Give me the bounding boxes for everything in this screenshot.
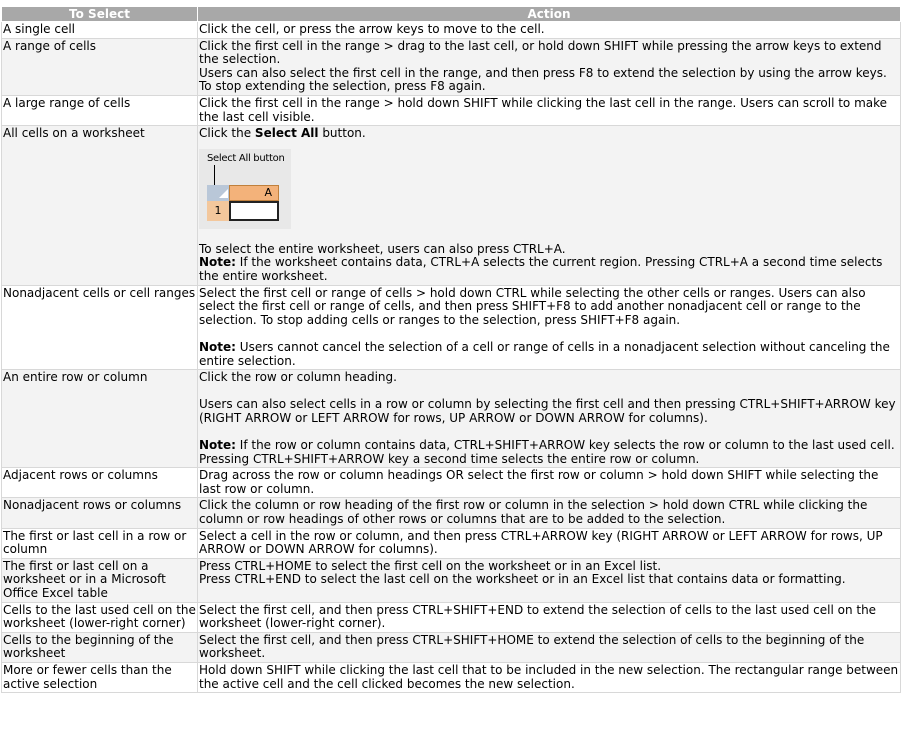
table-row — [2, 528, 901, 558]
table-row — [2, 558, 901, 602]
to-select-cell: The first or last cell on a worksheet or in a Microsoft Office Excel table — [2, 558, 198, 602]
table-row — [2, 662, 901, 692]
to-select-cell: Adjacent rows or columns — [2, 468, 198, 498]
action-text: Drag across the row or column headings OR select the first row or column > hold down SHIFT while selecting the last row or column. — [199, 468, 879, 496]
action-text: Select the first cell, and then press CTRL+SHIFT+HOME to extend the selection of cells to the beginning of the worksheet. — [199, 632, 865, 661]
action-text-part: button. — [318, 126, 366, 141]
note-text: Users cannot cancel the selection of a cell or range of cells in a nonadjacent selection without canceling the entire selection. — [199, 339, 890, 368]
note-text: If the row or column contains data, CTRL+SHIFT+ARROW key selects the row or column to the last used cell. Pressing CTRL+SHIFT+ARROW key a second time selects the entire row or column. — [199, 438, 895, 466]
action-cell — [198, 95, 901, 125]
to-select-cell: A single cell — [2, 22, 198, 39]
to-select-cell: Cells to the last used cell on the worksheet (lower-right corner) — [2, 602, 198, 632]
to-select-cell: More or fewer cells than the active selection — [2, 662, 198, 692]
action-cell — [198, 22, 901, 39]
note — [199, 256, 899, 283]
spacer — [199, 425, 899, 439]
action-cell — [198, 558, 901, 602]
action-text: Click the first cell in the range > hold down SHIFT while clicking the last cell in the range. Users can scroll to make the last cell visible. — [199, 95, 888, 124]
spacer — [199, 327, 899, 341]
action-text: Select the first cell, and then press CTRL+SHIFT+END to extend the selection of cells to the last used cell on the worksheet (lower-right corner). — [199, 602, 877, 631]
header-action: Action — [198, 7, 901, 22]
header-row — [2, 7, 901, 22]
note-label: Note: — [199, 438, 236, 453]
to-select-cell: Nonadjacent cells or cell ranges — [2, 285, 198, 370]
table-row — [2, 370, 901, 468]
illustration-caption: Select All button — [207, 152, 285, 164]
header-to-select: To Select — [2, 7, 198, 22]
action-cell — [198, 632, 901, 662]
to-select-cell: Nonadjacent rows or columns — [2, 498, 198, 528]
action-cell — [198, 285, 901, 370]
note — [199, 439, 899, 466]
action-text: Click the row or column heading. — [199, 370, 397, 385]
note-text: If the worksheet contains data, CTRL+A selects the current region. Pressing CTRL+A a second time selects the entire worksheet. — [199, 255, 883, 283]
action-text — [199, 127, 899, 141]
callout-line — [214, 165, 215, 185]
to-select-cell: A large range of cells — [2, 95, 198, 125]
action-text: Press CTRL+HOME to select the first cell on the worksheet or in an Excel list. — [199, 558, 662, 573]
action-text: Select a cell in the row or column, and then press CTRL+ARROW key (RIGHT ARROW or LEFT ARROW for rows, UP ARROW or DOWN ARROW for columns). — [199, 528, 883, 557]
table-row — [2, 126, 901, 285]
action-cell — [198, 38, 901, 95]
action-text-part: Click the — [199, 126, 255, 141]
action-cell — [198, 126, 901, 285]
to-select-cell: All cells on a worksheet — [2, 126, 198, 285]
row-header-1: 1 — [207, 201, 229, 221]
select-all-button-illustration — [199, 149, 291, 229]
action-cell — [198, 370, 901, 468]
spacer — [199, 385, 899, 399]
table-row — [2, 285, 901, 370]
to-select-cell: Cells to the beginning of the worksheet — [2, 632, 198, 662]
action-cell — [198, 468, 901, 498]
action-text: To select the entire worksheet, users can also press CTRL+A. — [199, 241, 566, 256]
table-row — [2, 95, 901, 125]
action-text: Click the cell, or press the arrow keys to move to the cell. — [199, 22, 545, 36]
action-cell — [198, 662, 901, 692]
table-row — [2, 468, 901, 498]
note-label: Note: — [199, 339, 236, 354]
action-text: Hold down SHIFT while clicking the last cell that to be included in the new selection. The rectangular range between the active cell and the cell clicked becomes the new selection. — [199, 662, 899, 691]
action-text: Select the first cell or range of cells > hold down CTRL while selecting the other cells or ranges. Users can also select the first cell or range of cells, and then press SHIFT+F8 to add another nonadjacent cell or range to the selection. To stop adding cells or ranges to the selection, press SHIFT+F8 again. — [199, 285, 866, 327]
action-text: Users can also select cells in a row or column by selecting the first cell and then pressing CTRL+SHIFT+ARROW key (RIGHT ARROW or LEFT ARROW for rows, UP ARROW or DOWN ARROW for columns). — [199, 397, 896, 425]
table-row — [2, 38, 901, 95]
table-row — [2, 498, 901, 528]
action-text: Press CTRL+END to select the last cell on the worksheet or in an Excel list that contains data or formatting. — [199, 572, 846, 587]
note — [199, 341, 899, 368]
to-select-cell: The first or last cell in a row or column — [2, 528, 198, 558]
action-cell — [198, 602, 901, 632]
to-select-cell: An entire row or column — [2, 370, 198, 468]
table-row — [2, 602, 901, 632]
table-row — [2, 632, 901, 662]
select-all-term: Select All — [254, 126, 319, 141]
select-all-triangle-icon — [219, 189, 228, 198]
action-cell — [198, 528, 901, 558]
to-select-cell: A range of cells — [2, 38, 198, 95]
action-text: Click the column or row heading of the first row or column in the selection > hold down CTRL while clicking the column or row headings of other rows or columns that are to be added to the selection. — [199, 498, 868, 527]
action-cell — [198, 498, 901, 528]
note-label: Note: — [199, 255, 236, 270]
active-cell — [229, 201, 279, 221]
action-text: Click the first cell in the range > drag to the last cell, or hold down SHIFT while pressing the arrow keys to extend the selection. — [199, 38, 882, 67]
selection-shortcuts-table — [1, 6, 901, 693]
table-row — [2, 22, 901, 39]
action-text: Users can also select the first cell in the range, and then press F8 to extend the selection by using the arrow keys. To stop extending the selection, press F8 again. — [199, 65, 887, 94]
column-header-a: A — [229, 185, 279, 201]
